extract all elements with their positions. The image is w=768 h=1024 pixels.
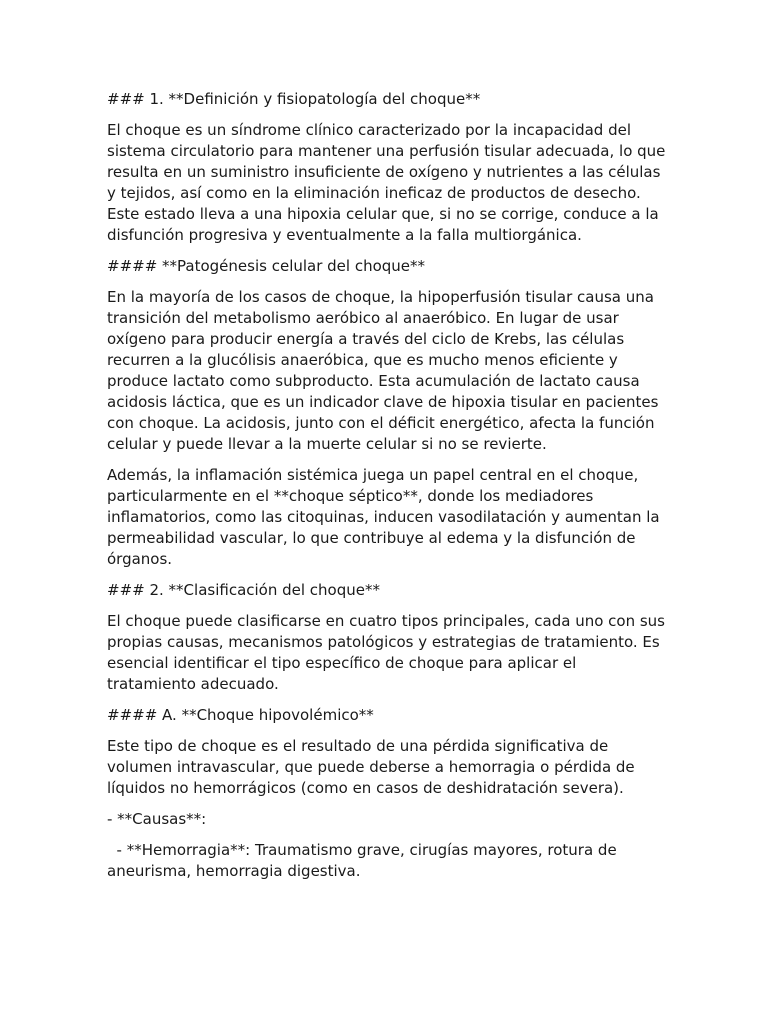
paragraph-hipovolemico: Este tipo de choque es el resultado de una pérdida significativa de volumen intravascular, que puede deberse a hemorragia o pérdida de líquidos no hemorrágicos (como en casos de deshidratación severa). [107,737,640,797]
paragraph-definicion: El choque es un síndrome clínico caracterizado por la incapacidad del sistema circulatorio para mantener una perfusión tisular adecuada, lo que resulta en un suministro insuficiente de oxígeno y nutrientes a las células y tejidos, así como en la eliminación ineficaz de productos de desecho. Este estado lleva a una hipoxia celular que, si no se corrige, conduce a la disfunción progresiva y eventualmente a la falla multiorgánica. [107,121,671,244]
list-item-causas: - **Causas**: [107,810,207,828]
heading-patogenesis: #### **Patogénesis celular del choque** [107,257,426,275]
list-item-hemorragia: - **Hemorragia**: Traumatismo grave, cirugías mayores, rotura de aneurisma, hemorragia digestiva. [107,841,622,880]
heading-definicion: ### 1. **Definición y fisiopatología del choque** [107,90,481,108]
paragraph-clasificacion: El choque puede clasificarse en cuatro tipos principales, cada uno con sus propias causas, mecanismos patológicos y estrategias de tratamiento. Es esencial identificar el tipo específico de choque para aplicar el tratamiento adecuado. [107,612,670,693]
heading-clasificacion: ### 2. **Clasificación del choque** [107,581,380,599]
document-page [107,89,671,892]
paragraph-inflamacion: Además, la inflamación sistémica juega un papel central en el choque, particularmente en el **choque séptico**, donde los mediadores inflamatorios, como las citoquinas, inducen vasodilatación y aumentan la permeabilidad vascular, lo que contribuye al edema y la disfunción de órganos. [107,466,665,568]
paragraph-patogenesis: En la mayoría de los casos de choque, la hipoperfusión tisular causa una transición del metabolismo aeróbico al anaeróbico. En lugar de usar oxígeno para producir energía a través del ciclo de Krebs, las células recurren a la glucólisis anaeróbica, que es mucho menos eficiente y produce lactato como subproducto. Esta acumulación de lactato causa acidosis láctica, que es un indicador clave de hipoxia tisular en pacientes con choque. La acidosis, junto con el déficit energético, afecta la función celular y puede llevar a la muerte celular si no se revierte. [107,288,664,453]
heading-hipovolemico: #### A. **Choque hipovolémico** [107,706,374,724]
